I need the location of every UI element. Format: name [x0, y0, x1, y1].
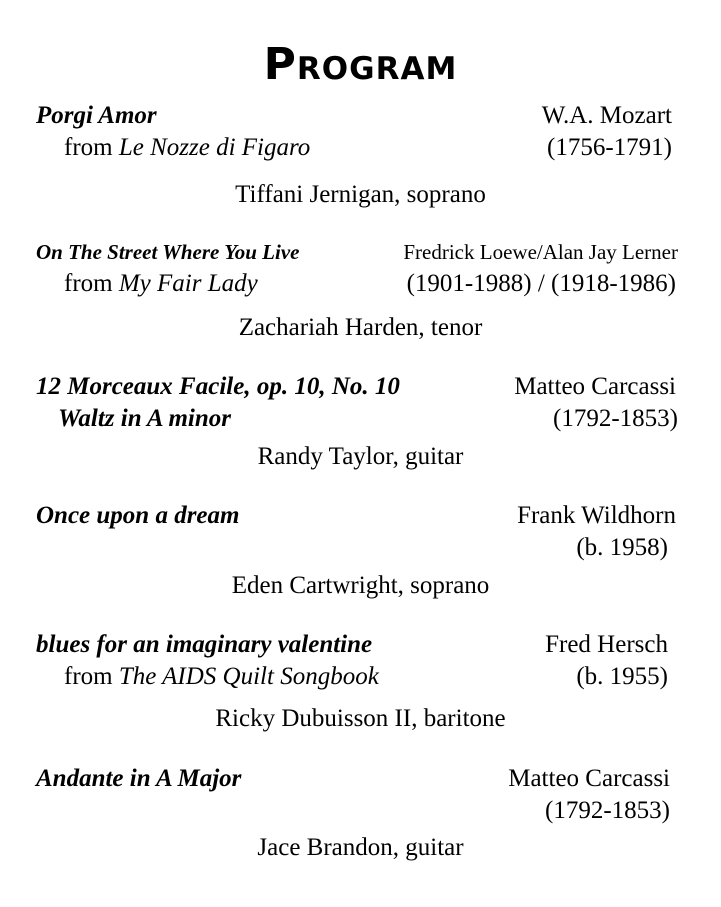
- performer: Zachariah Harden, tenor: [238, 314, 483, 341]
- performer: Jace Brandon, guitar: [257, 834, 464, 861]
- from-prefix: from: [64, 663, 119, 690]
- work-title: blues for an imaginary valentine: [36, 631, 373, 658]
- source-title: My Fair Lady: [118, 270, 258, 297]
- work-source: [36, 268, 258, 300]
- source-title: Le Nozze di Figaro: [118, 134, 311, 161]
- program-entry-3: [36, 371, 680, 435]
- program-entry-6: [36, 763, 680, 827]
- performer: Eden Cartwright, soprano: [231, 572, 490, 599]
- composer-dates: (1792-1853): [545, 797, 670, 824]
- composer-name: Matteo Carcassi: [508, 765, 670, 792]
- composer-dates: (b. 1955): [576, 663, 668, 690]
- composer-name: Fredrick Loewe/Alan Jay Lerner: [403, 240, 678, 264]
- work-title: On The Street Where You Live: [36, 240, 300, 264]
- program-entry-2: [36, 236, 680, 300]
- composer-name: Fred Hersch: [545, 631, 668, 658]
- composer-dates: (1792-1853): [553, 405, 678, 432]
- composer-name: W.A. Mozart: [541, 102, 672, 129]
- composer-dates: (1756-1791): [547, 134, 672, 161]
- work-title: 12 Morceaux Facile, op. 10, No. 10: [36, 373, 400, 400]
- composer-dates: (1901-1988) / (1918-1986): [406, 270, 676, 297]
- program-entry-5: [36, 629, 680, 693]
- composer-name: Frank Wildhorn: [517, 502, 676, 529]
- work-subtitle: Waltz in A minor: [58, 405, 231, 432]
- work-source: [36, 661, 379, 693]
- work-title: Porgi Amor: [36, 102, 157, 129]
- from-prefix: from: [64, 134, 119, 161]
- performer: Randy Taylor, guitar: [257, 443, 464, 470]
- work-title: Andante in A Major: [36, 765, 242, 792]
- composer-name: Matteo Carcassi: [514, 373, 676, 400]
- performer: Ricky Dubuisson II, baritone: [215, 705, 506, 732]
- program-entry-4: [36, 500, 680, 564]
- work-source: [36, 132, 310, 164]
- page-title: Program: [263, 39, 458, 90]
- performer: Tiffani Jernigan, soprano: [235, 181, 486, 208]
- composer-dates: (b. 1958): [576, 534, 668, 561]
- source-title: The AIDS Quilt Songbook: [118, 663, 379, 690]
- from-prefix: from: [64, 270, 119, 297]
- program-entry-1: [36, 100, 680, 164]
- work-title: Once upon a dream: [36, 502, 240, 529]
